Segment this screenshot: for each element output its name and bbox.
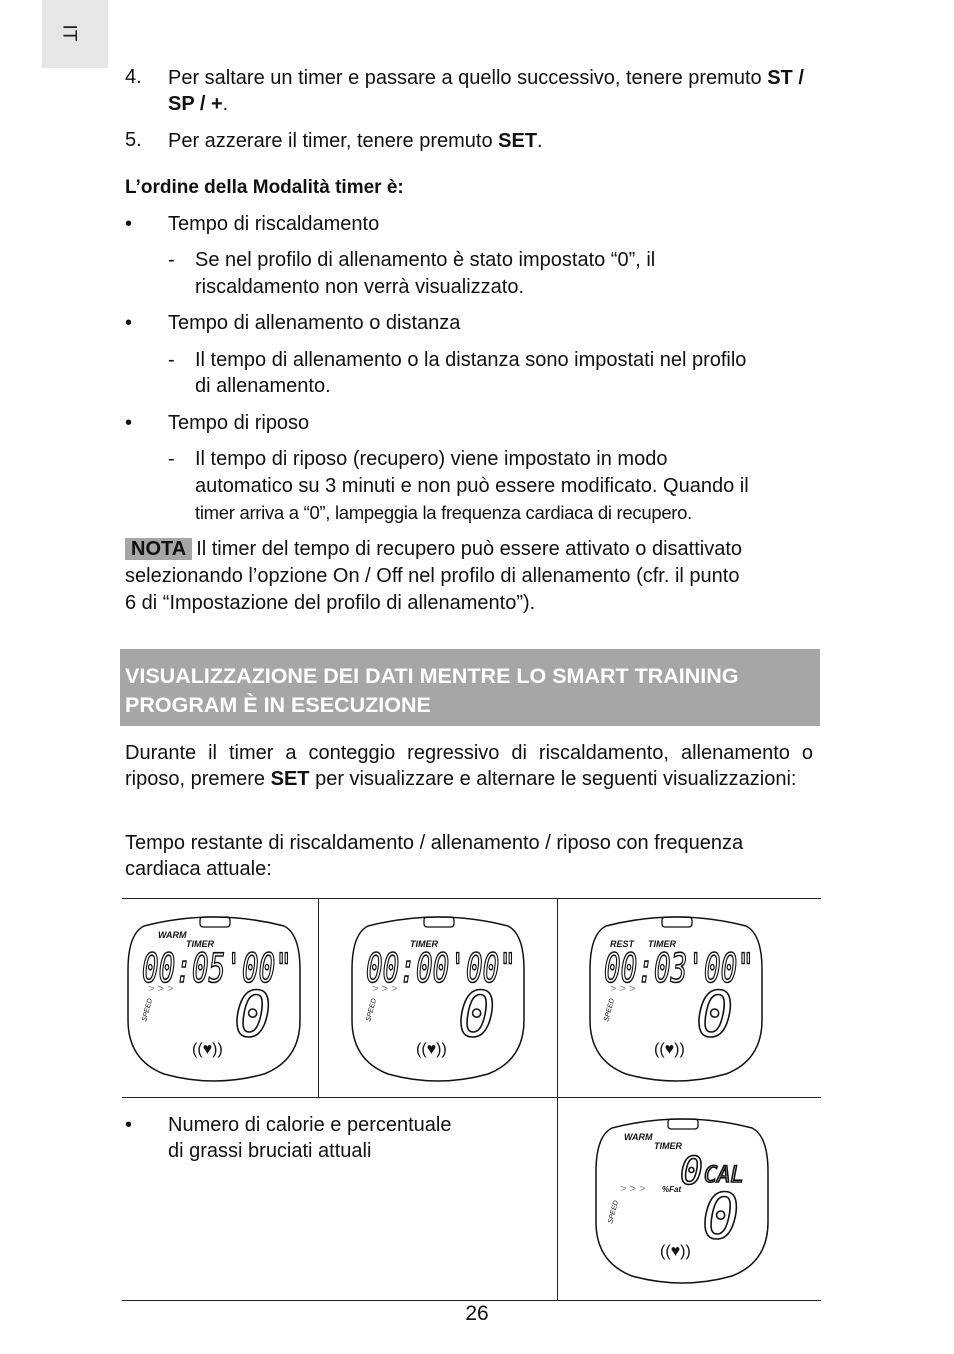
para1-pre: Durante il timer a conteggio regressivo di riscaldamento, allenamento o riposo, premere: [125, 742, 813, 790]
watch-display-calories: [592, 1112, 772, 1287]
sub-dash: -: [168, 448, 175, 470]
watch-mode-label: REST: [610, 939, 635, 949]
note-text-1: Il timer del tempo di recupero può essere attivato o disattivato: [196, 538, 743, 560]
watch-mode-label: WARM: [158, 930, 187, 940]
step-5-text: [168, 128, 828, 154]
bullet-dot: •: [125, 312, 133, 334]
note-line1: [125, 536, 742, 562]
calorie-item-line2: di grassi bruciati attuali: [168, 1140, 372, 1162]
watch-speed-label: SPEED: [603, 997, 617, 1023]
bullet-dot: •: [125, 412, 133, 434]
note-line3: 6 di “Impostazione del profilo di allenamento”).: [125, 592, 536, 614]
step-4-text: [168, 65, 828, 117]
bullet-rest-label: Tempo di riposo: [168, 412, 310, 434]
bullet-rest-sub-line1: Il tempo di riposo (recupero) viene impostato in modo: [195, 448, 668, 470]
calorie-item-line1: Numero di calorie e percentuale: [168, 1114, 452, 1136]
watch-fat-label: %Fat: [662, 1185, 682, 1194]
watch-speed-label: SPEED: [365, 997, 379, 1023]
speed-arrows: > > >: [620, 1183, 646, 1195]
watch-heart-rate-value: 0: [234, 978, 272, 1051]
language-tab-label: IT: [58, 24, 80, 42]
watch-calorie-value: 0: [680, 1149, 703, 1193]
speed-arrows: > > >: [372, 983, 398, 995]
table-divider: [318, 898, 319, 1097]
table-middle-border: [122, 1097, 821, 1098]
step-4-pre: Per saltare un timer e passare a quello successivo, tenere premuto: [168, 67, 768, 89]
step-5-number: 5.: [125, 129, 142, 151]
watch-speed-label: SPEED: [607, 1199, 621, 1225]
watch-time-readout: 00:03'00": [604, 946, 754, 992]
section-title-line2: PROGRAM È IN ESECUZIONE: [125, 693, 431, 717]
step-5-bold: SET: [498, 130, 538, 152]
sub-dash: -: [168, 249, 175, 271]
section-title-line1: VISUALIZZAZIONE DEI DATI MENTRE LO SMART TRAINING: [125, 664, 739, 688]
bullet-training-sub-line1: Il tempo di allenamento o la distanza sono impostati nel profilo: [195, 349, 747, 371]
bullet-dot: •: [125, 1114, 133, 1136]
bullet-warmup-sub-line1: Se nel profilo di allenamento è stato impostato “0”, il: [195, 249, 656, 271]
table-divider: [557, 898, 558, 1300]
watch-heart-rate-value: 0: [702, 1180, 740, 1253]
step-4-bold: ST / SP / +: [168, 67, 804, 115]
step-4-post: .: [222, 93, 229, 115]
para1-bold: SET: [270, 768, 310, 790]
bullet-training-sub-line2: di allenamento.: [195, 375, 331, 397]
table-bottom-border: [122, 1300, 821, 1301]
page-number: 26: [465, 1302, 489, 1325]
bullet-rest-sub-line2: automatico su 3 minuti e non può essere modificato. Quando il: [195, 475, 749, 497]
heart-icon: ((♥)): [654, 1041, 685, 1058]
sub-dash: -: [168, 349, 175, 371]
watch-timer-label: TIMER: [186, 939, 214, 949]
watch-heart-rate-value: 0: [696, 978, 734, 1051]
bullet-warmup-label: Tempo di riscaldamento: [168, 213, 380, 235]
watch-timer-label: TIMER: [410, 939, 438, 949]
heart-icon: ((♥)): [660, 1243, 691, 1260]
heart-icon: ((♥)): [416, 1041, 447, 1058]
step-4-number: 4.: [125, 66, 142, 88]
heart-icon: ((♥)): [192, 1041, 223, 1058]
watch-display-training: [348, 910, 528, 1085]
note-label: NOTA: [125, 538, 192, 560]
bullet-training-label: Tempo di allenamento o distanza: [168, 312, 461, 334]
watch-speed-label: SPEED: [141, 997, 155, 1023]
note-line2: selezionando l’opzione On / Off nel profilo di allenamento (cfr. il punto: [125, 565, 740, 587]
speed-arrows: > > >: [148, 983, 174, 995]
paragraph-remaining-time: Tempo restante di riscaldamento / allenamento / riposo con frequenza cardiaca attuale:: [125, 832, 744, 880]
watch-mode-label: WARM: [624, 1132, 653, 1142]
watch-display-rest: [586, 910, 766, 1085]
watch-time-readout: 00:05'00": [142, 946, 292, 992]
watch-calorie-unit: CAL: [704, 1163, 744, 1188]
watch-timer-label: TIMER: [654, 1141, 682, 1151]
step-5-post: .: [537, 130, 543, 152]
order-heading: L’ordine della Modalità timer è:: [125, 177, 404, 198]
bullet-warmup-sub-line2: riscaldamento non verrà visualizzato.: [195, 276, 525, 298]
paragraph-set-instruction: [125, 740, 813, 792]
bullet-dot: •: [125, 213, 133, 235]
watch-time-readout: 00:00'00": [366, 946, 516, 992]
watch-display-warmup: [124, 910, 304, 1085]
bullet-rest-sub-line3: timer arriva a “0”, lampeggia la frequenza cardiaca di recupero.: [195, 502, 692, 523]
para1-post: per visualizzare e alternare le seguenti visualizzazioni:: [309, 768, 797, 790]
step-5-pre: Per azzerare il timer, tenere premuto: [168, 130, 499, 152]
speed-arrows: > > >: [610, 983, 636, 995]
section-header: [120, 649, 820, 726]
table-top-border: [122, 898, 821, 899]
language-tab: [42, 0, 108, 68]
watch-timer-label: TIMER: [648, 939, 676, 949]
watch-heart-rate-value: 0: [458, 978, 496, 1051]
